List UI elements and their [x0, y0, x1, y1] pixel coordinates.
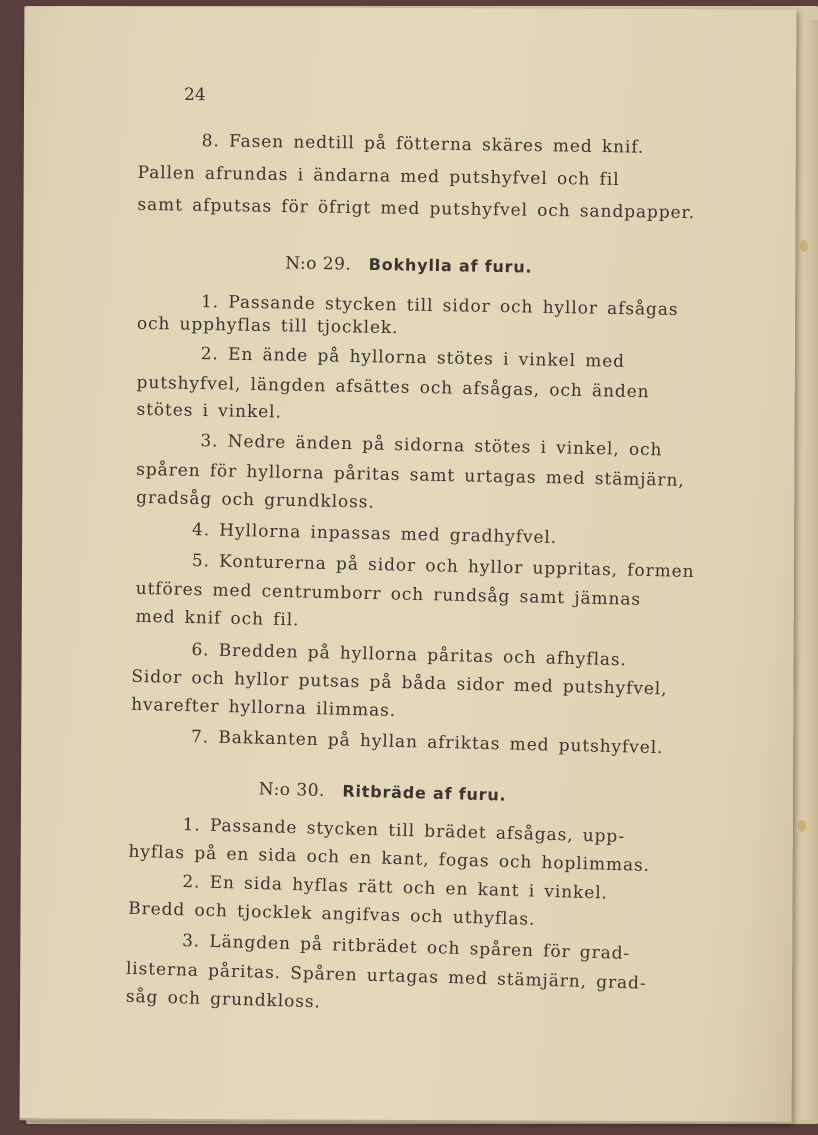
- section-line: utföres med centrumborr och rundsåg samt jämnas: [135, 578, 642, 610]
- page-number: 24: [184, 85, 206, 106]
- intro-line: 8. Fasen nedtill på fötterna skäres med knif.: [201, 131, 645, 158]
- section-line: spåren för hyllorna påritas samt urtagas med stämjärn,: [136, 459, 685, 491]
- section-number: N:o 30.: [258, 779, 326, 802]
- section-line: 1. Passande stycken till sidor och hyllor afsågas: [200, 292, 679, 321]
- stain-mark: [800, 240, 808, 252]
- section-line: listerna påritas. Spåren urtagas med stämjärn, grad-: [125, 958, 647, 994]
- section-line: 1. Passande stycken till brädet afsågas, upp-: [182, 815, 626, 847]
- section-heading: [285, 253, 533, 277]
- page-edge: [794, 20, 818, 1120]
- section-heading: [259, 779, 507, 805]
- section-line: 2. En ände på hyllorna stötes i vinkel med: [200, 344, 626, 372]
- section-line: 6. Bredden på hyllorna påritas och afhyflas.: [191, 640, 628, 671]
- section-line: stötes i vinkel.: [136, 399, 282, 423]
- section-line: Bredd och tjocklek angifvas och uthyflas.: [127, 898, 536, 930]
- section-line: Sidor och hyllor putsas på båda sidor med putshyfvel,: [131, 666, 668, 700]
- section-line: putshyfvel, längden afsättes och afsågas, och änden: [136, 372, 650, 403]
- section-line: 4. Hyllorna inpassas med gradhyfvel.: [191, 520, 558, 549]
- stain-mark: [798, 820, 806, 832]
- section-line: hyflas på en sida och en kant, fogas och hoplimmas.: [128, 841, 651, 876]
- section-line: 7. Bakkanten på hyllan afriktas med putshyfvel.: [190, 727, 664, 759]
- section-line: 2. En sida hyflas rätt och en kant i vinkel.: [182, 872, 609, 904]
- section-line: såg och grundkloss.: [125, 986, 322, 1013]
- intro-line: samt afputsas för öfrigt med putshyfvel och sandpapper.: [137, 194, 696, 224]
- section-line: gradsåg och grundkloss.: [135, 487, 375, 513]
- section-title: Bokhylla af furu.: [368, 254, 533, 277]
- section-line: 3. Längden på ritbrädet och spåren för grad-: [181, 931, 631, 964]
- section-number: N:o 29.: [285, 253, 352, 275]
- section-title: Ritbräde af furu.: [342, 781, 507, 805]
- section-line: hvarefter hyllorna ilimmas.: [130, 694, 397, 722]
- section-line: med knif och fil.: [135, 606, 300, 631]
- intro-line: Pallen afrundas i ändarna med putshyfvel och fil: [137, 162, 620, 190]
- section-line: 5. Konturerna på sidor och hyllor uppritas, formen: [191, 551, 695, 583]
- book-page: [20, 6, 797, 1123]
- section-line: och upphyflas till tjocklek.: [136, 313, 399, 339]
- section-line: 3. Nedre änden på sidorna stötes i vinkel, och: [200, 431, 663, 461]
